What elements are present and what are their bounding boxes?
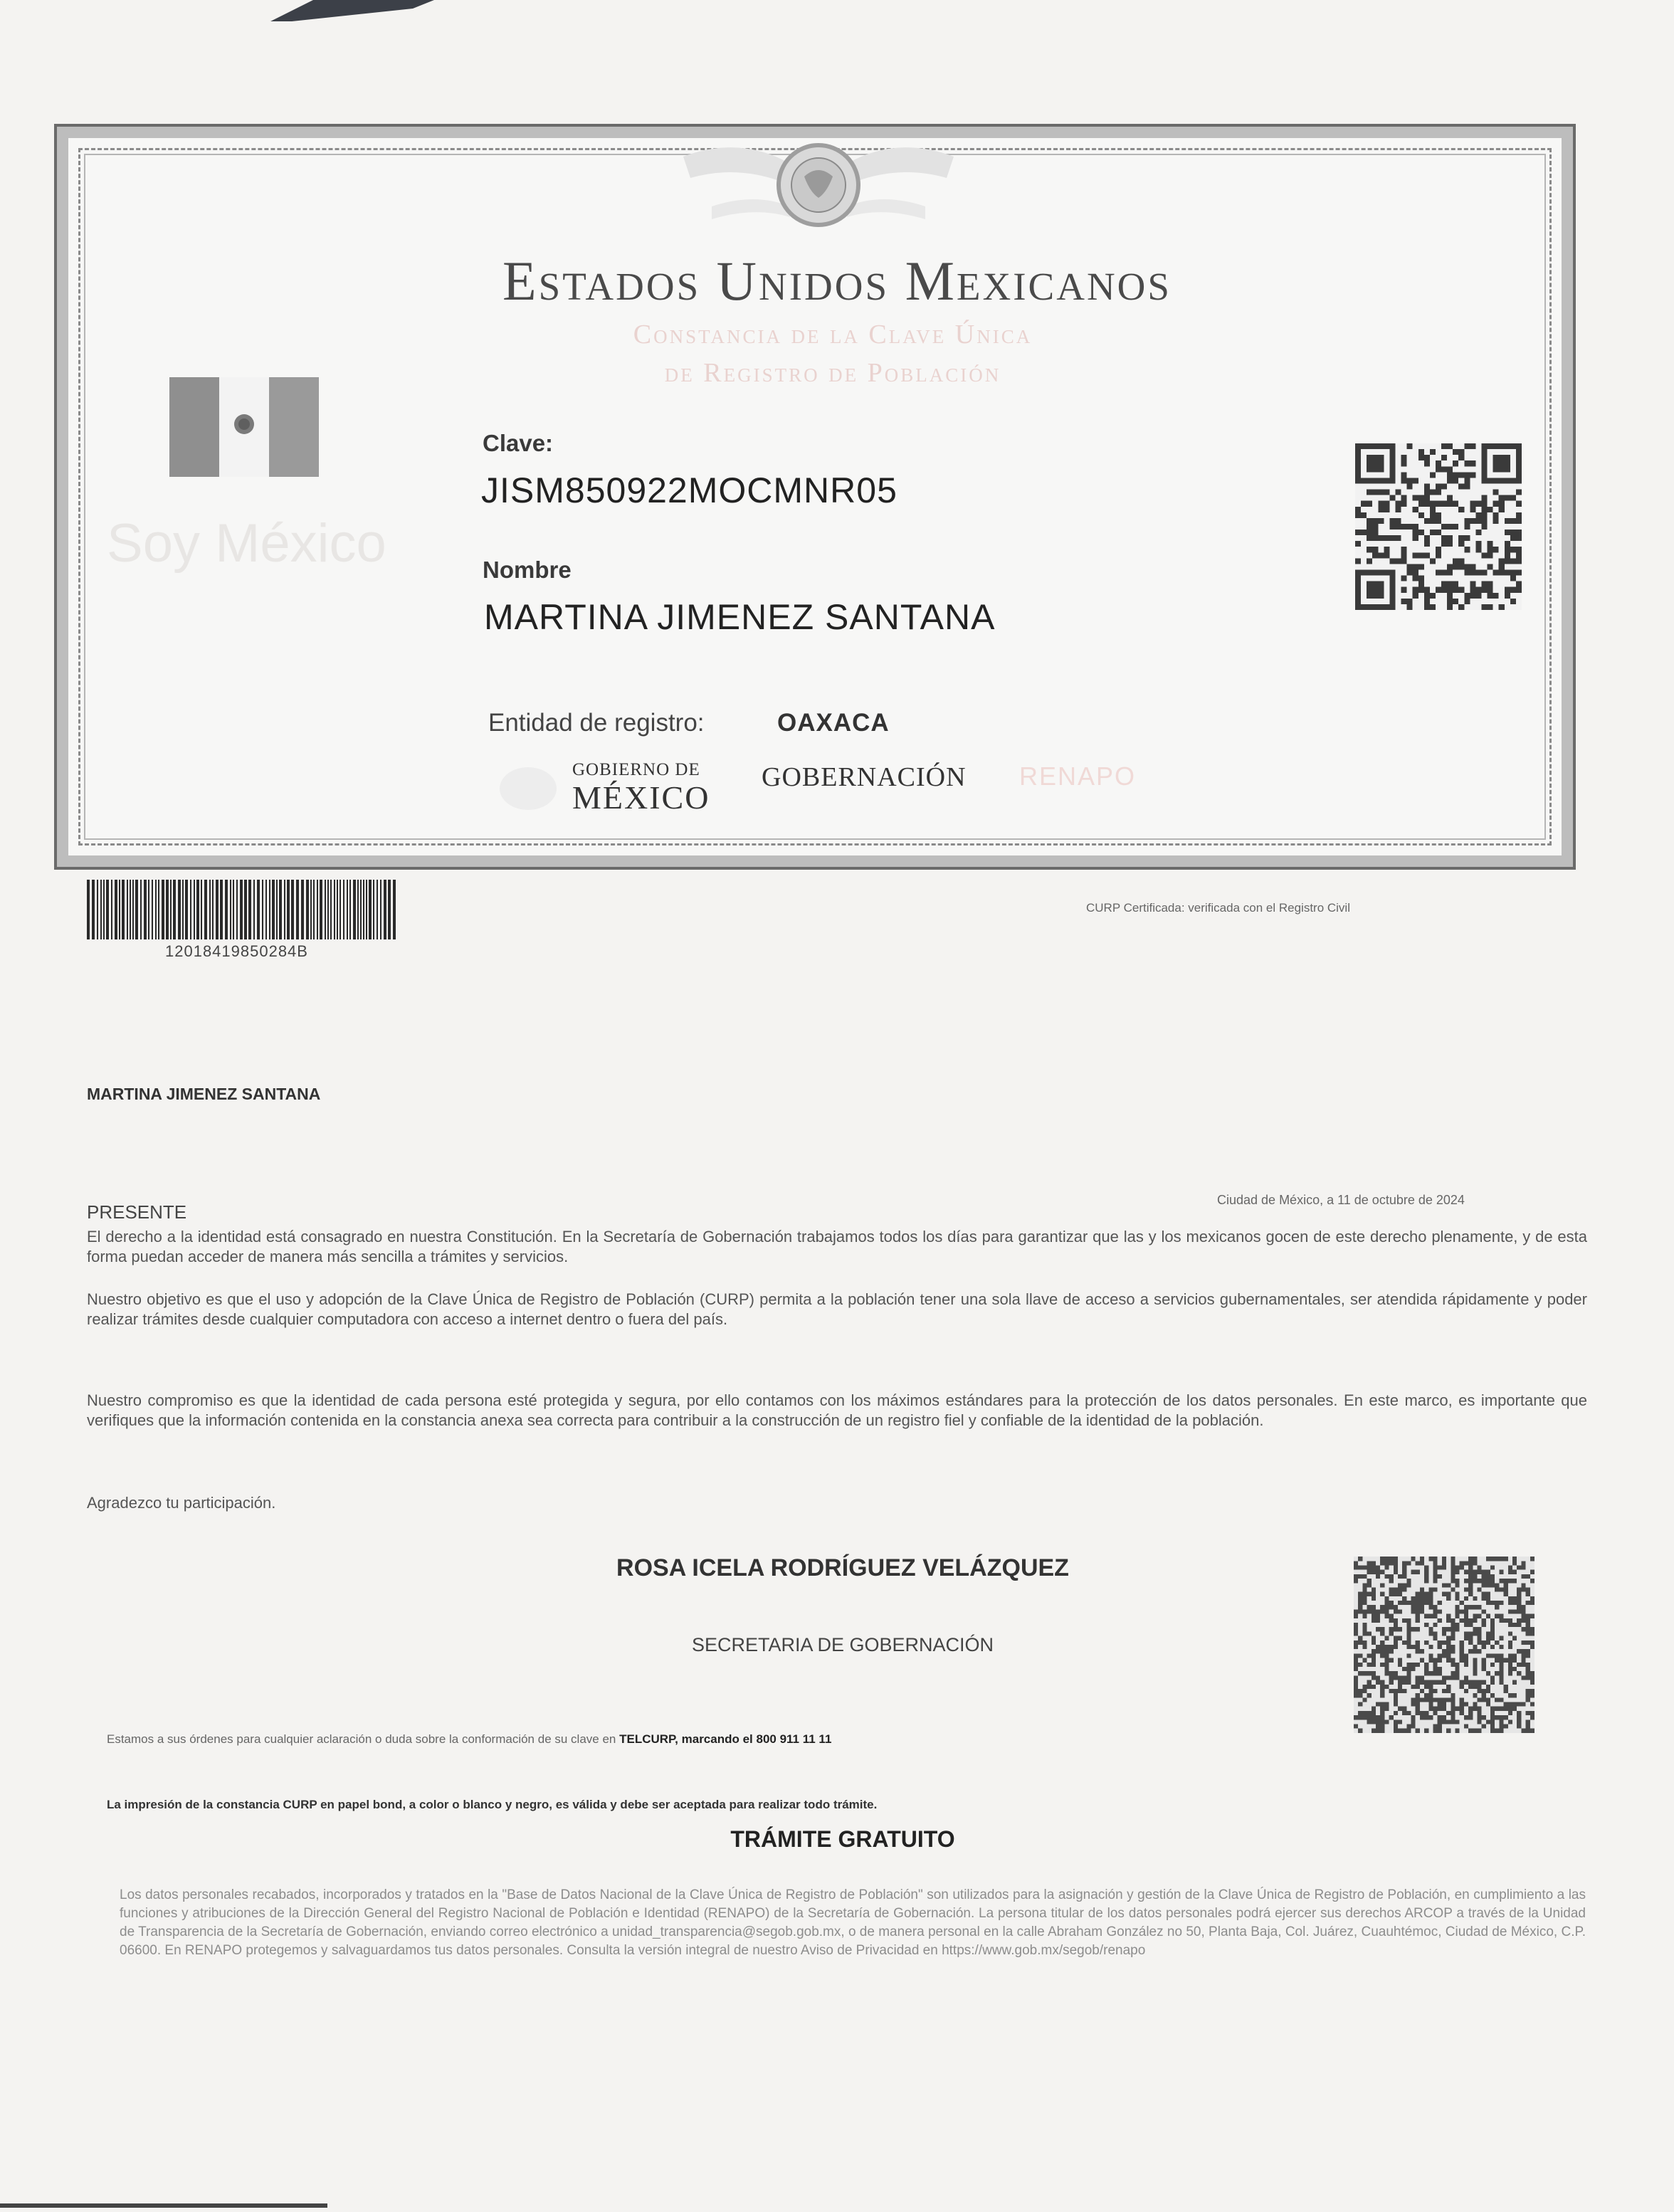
letter-date: Ciudad de México, a 11 de octubre de 2024 (1217, 1193, 1465, 1207)
scan-corner-artifact (270, 0, 434, 21)
signer-title: SECRETARIA DE GOBERNACIÓN (691, 1634, 994, 1655)
letter-presente: PRESENTE (87, 1201, 187, 1223)
tramite-gratuito: TRÁMITE GRATUITO (730, 1826, 955, 1852)
telcurp-phone: TELCURP, marcando el 800 911 11 11 (619, 1732, 832, 1746)
letter-paragraph: El derecho a la identidad está consagrado en nuestra Constitución. En la Secretaría de Gobernación trabajamos todos los días para garantizar que las y los mexicanos gocen de este derecho plenamente, y de esta forma puedan acceder de manera más sencilla a trámites y servicios. (87, 1228, 1587, 1265)
gobernacion-logo-text: GOBERNACIÓN (762, 762, 967, 792)
letter-paragraph: Nuestro objetivo es que el uso y adopción de la Clave Única de Registro de Población (CURP) permita a la población tener una sola llave de acceso a servicios gubernamentales, ser atendida rápidamente y poder realizar trámites desde cualquier computadora con acceso a internet dentro o fuera del país. (87, 1290, 1587, 1328)
letter-paragraph: Nuestro compromiso es que la identidad de cada persona esté protegida y segura, por ello contamos con los máximos estándares para la protección de los datos personales. En este marco, es importante que verifiques que la información contenida en la constancia anexa sea correcta para contribuir a la construcción de un registro fiel y confiable de la identidad de la población. (87, 1391, 1587, 1429)
clave-value: JISM850922MOCMNR05 (481, 470, 897, 510)
gobierno-de-logo-text: GOBIERNO DE (572, 760, 700, 779)
privacy-notice: Los datos personales recabados, incorporados y tratados en la "Base de Datos Nacional de la Clave Única de Registro de Población" son utilizados para la asignación y gestión de la Clave Única de Registro de Población, en cumplimiento a las funciones y atribuciones de la Dirección General del Registro Nacional de Población e Identidad (RENAPO) de la Secretaría de Gobernación. La persona titular de los datos personales podrá ejercer sus derechos ARCOP a través de la Unidad de Transparencia de la Secretaría de Gobernación, enviando correo electrónico a unidad_transparencia@segob.gob.mx, o de manera personal en la calle Abraham González no 50, Planta Baja, Col. Juárez, Cuauhtémoc, Ciudad de México, C.P. 06600. En RENAPO protegemos y salvaguardamos tus datos personales. Consulta la versión integral de nuestro Aviso de Privacidad en https://www.gob.mx/segob/renapo (120, 1887, 1586, 1958)
coat-of-arms-emblem (669, 135, 968, 235)
telcurp-contact-line (107, 1732, 831, 1747)
document-subtitle-line2: de Registro de Población (664, 358, 1001, 388)
clave-label: Clave: (483, 430, 554, 456)
barcode-icon (85, 880, 399, 939)
curp-certified-note: CURP Certificada: verificada con el Registro Civil (1086, 901, 1350, 915)
qr-code-icon (1355, 443, 1522, 611)
telcurp-prefix: Estamos a sus órdenes para cualquier aclaración o duda sobre la conformación de su clave en (107, 1732, 620, 1746)
soy-mexico-watermark: Soy México (107, 513, 386, 574)
barcode-number: 12018419850284B (165, 942, 308, 960)
entidad-value: OAXACA (777, 709, 890, 737)
nombre-label: Nombre (483, 557, 572, 583)
impresion-notice: La impresión de la constancia CURP en papel bond, a color o blanco y negro, es válida y debe ser aceptada para realizar todo trámite. (107, 1798, 878, 1811)
document-subtitle-line1: Constancia de la Clave Única (633, 320, 1033, 349)
page-bottom-edge (0, 2203, 327, 2208)
letter-closing: Agradezco tu participación. (87, 1494, 276, 1512)
nombre-value: MARTINA JIMENEZ SANTANA (484, 597, 996, 637)
mexico-flag-icon (169, 377, 319, 477)
signer-name: ROSA ICELA RODRÍGUEZ VELÁZQUEZ (616, 1554, 1069, 1581)
qr-code-icon (1354, 1556, 1534, 1734)
letter-recipient: MARTINA JIMENEZ SANTANA (87, 1085, 321, 1103)
document-title: Estados Unidos Mexicanos (502, 250, 1172, 312)
entidad-label: Entidad de registro: (488, 709, 705, 737)
renapo-logo-text: RENAPO (1019, 762, 1137, 791)
government-emblem-icon (494, 763, 562, 813)
mexico-logo-text: MÉXICO (572, 779, 710, 816)
